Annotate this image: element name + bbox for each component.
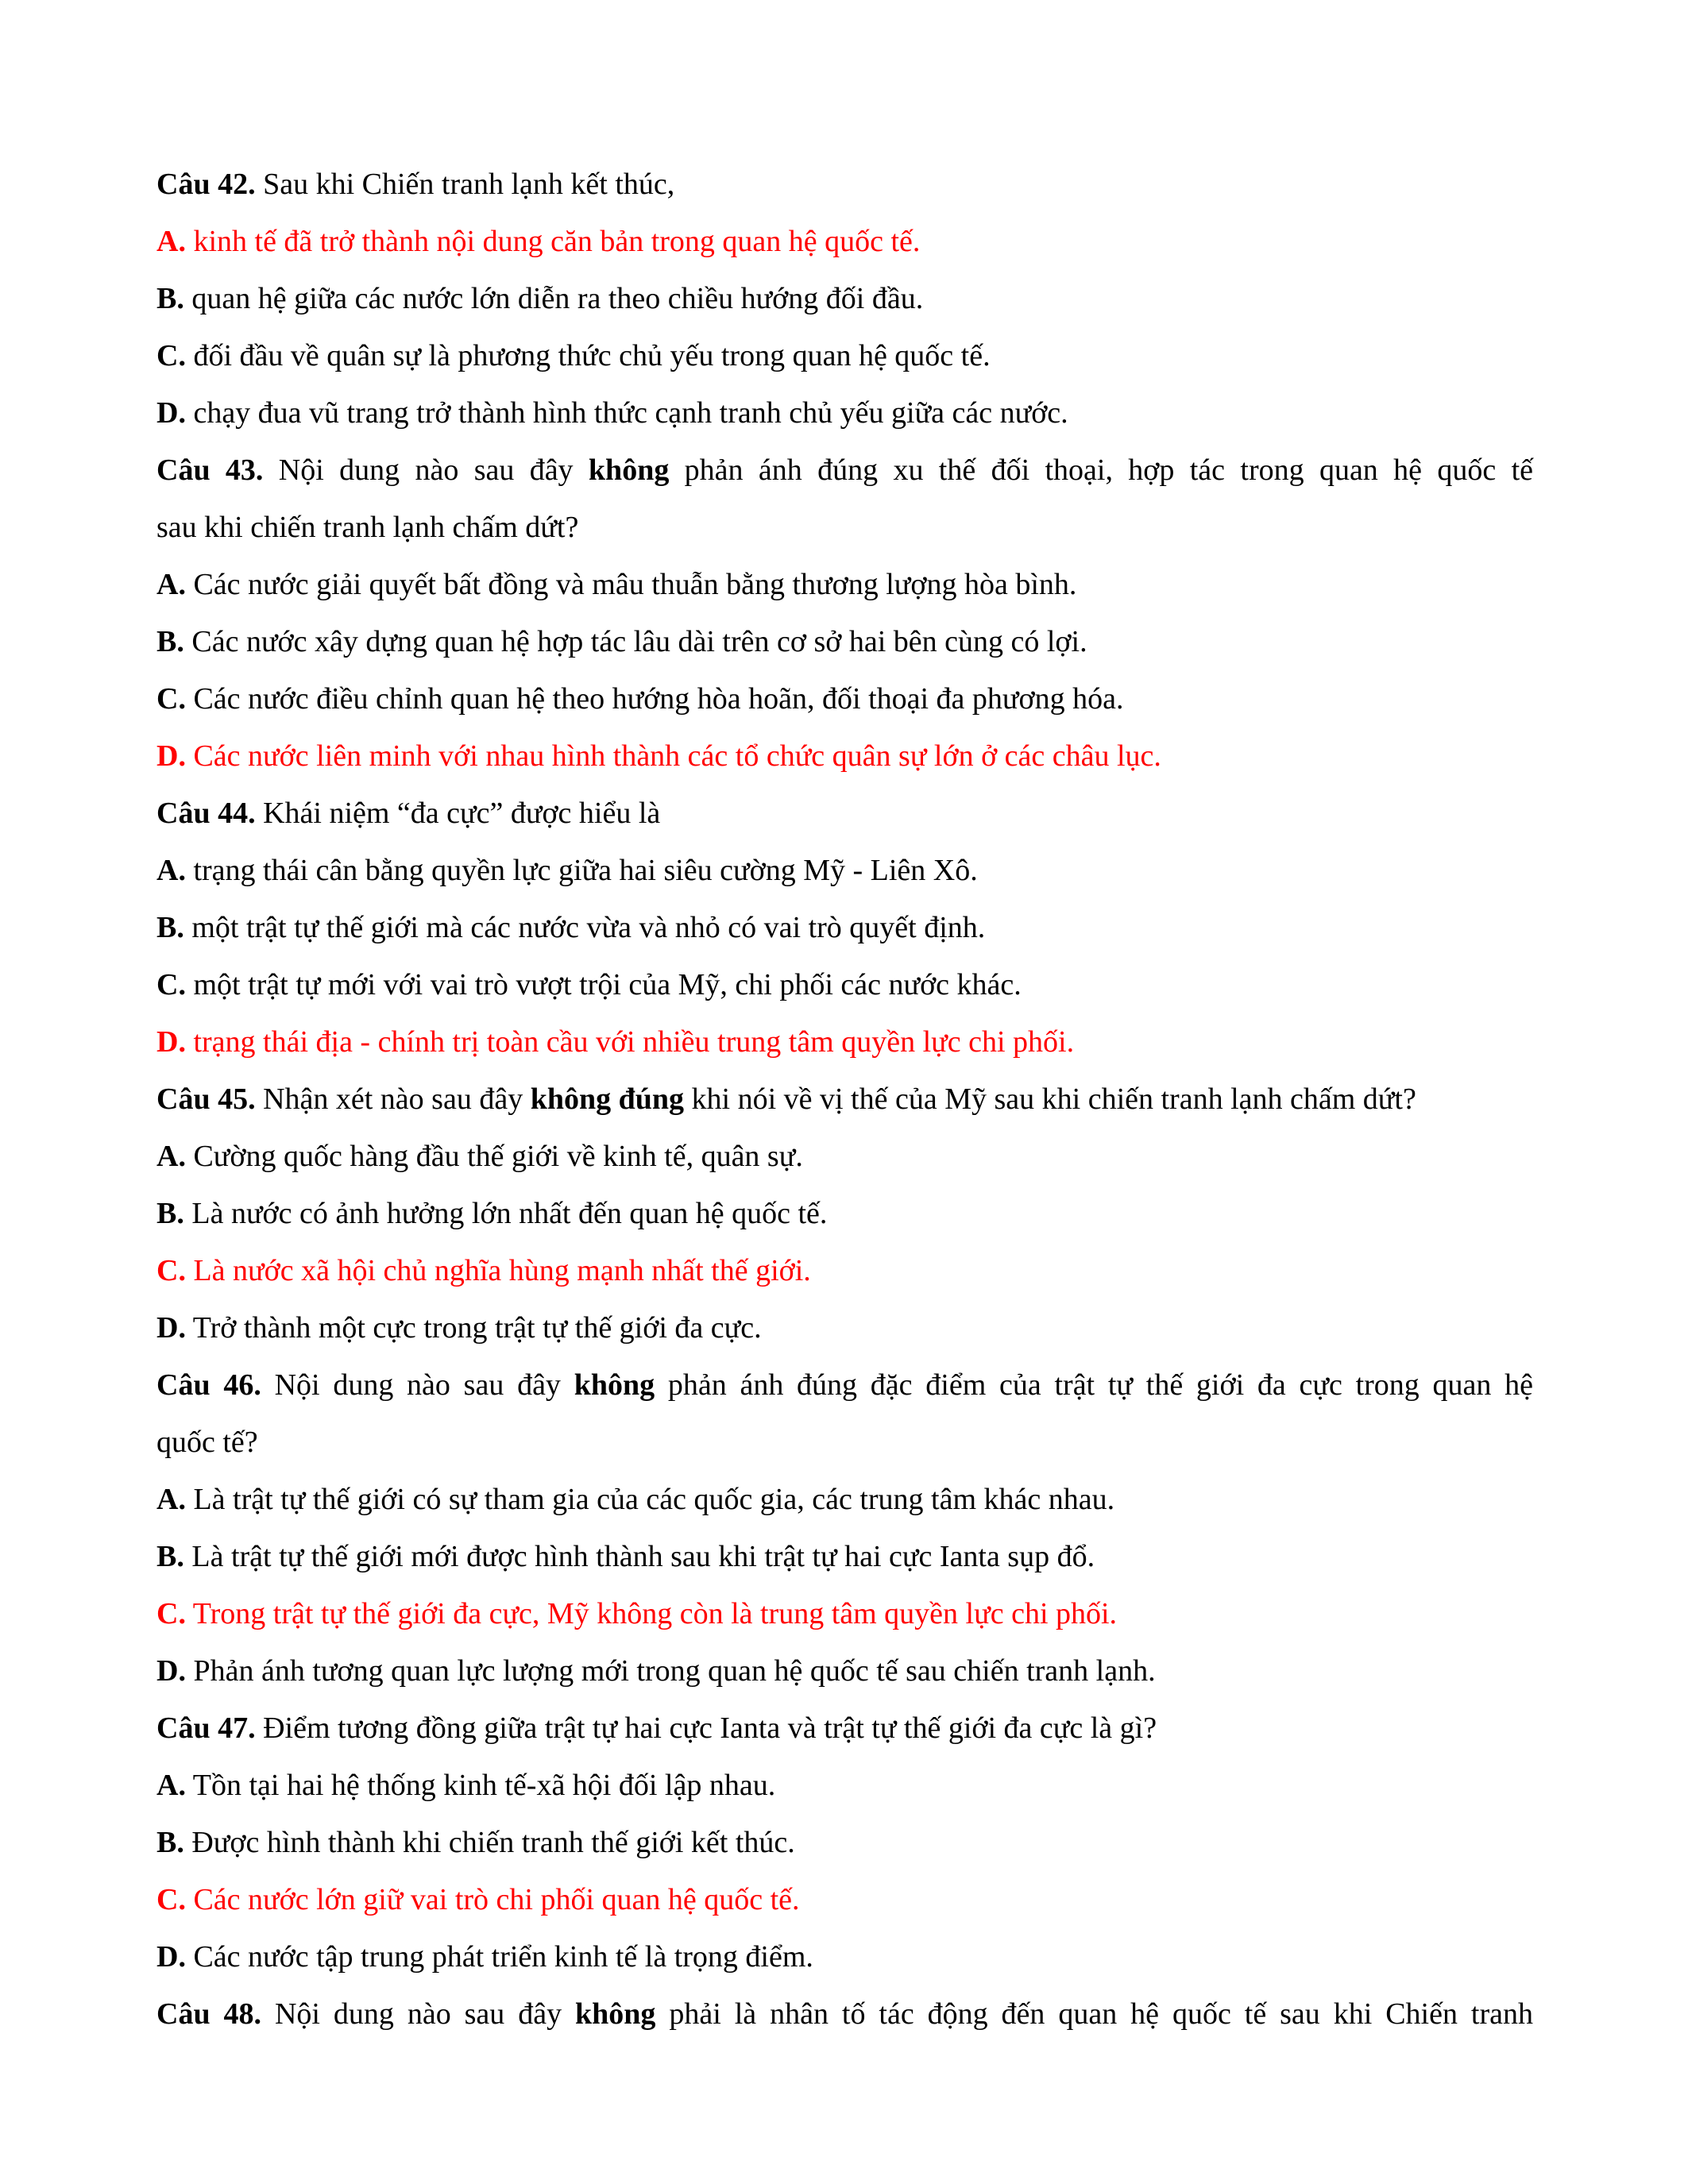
option-text: Các nước xây dựng quan hệ hợp tác lâu dài trên cơ sở hai bên cùng có lợi. xyxy=(183,625,1087,658)
answer-option-b xyxy=(156,899,1533,956)
option-text: trạng thái địa - chính trị toàn cầu với nhiều trung tâm quyền lực chi phối. xyxy=(185,1025,1075,1059)
option-letter: C. xyxy=(156,1883,186,1916)
question-45 xyxy=(156,1071,1533,1356)
option-letter: A. xyxy=(156,854,186,887)
stem-text: quốc tế? xyxy=(156,1426,258,1459)
question-label: Câu 47. xyxy=(156,1711,256,1745)
stem-text: Nội dung nào sau đây xyxy=(261,1368,574,1402)
answer-option-c xyxy=(156,1242,1533,1299)
option-letter: B. xyxy=(156,1540,184,1573)
option-letter: B. xyxy=(156,282,184,315)
question-46 xyxy=(156,1356,1533,1700)
option-text: Các nước liên minh với nhau hình thành các tổ chức quân sự lớn ở các châu lục. xyxy=(185,739,1161,773)
stem-text: Sau khi Chiến tranh lạnh kết thúc, xyxy=(255,168,675,201)
option-text: Là nước có ảnh hưởng lớn nhất đến quan hệ quốc tế. xyxy=(183,1197,828,1230)
stem-emphasis: không xyxy=(574,1368,655,1402)
stem-text: Nhận xét nào sau đây xyxy=(255,1082,531,1116)
option-letter: D. xyxy=(156,1940,186,1974)
answer-option-a xyxy=(156,842,1533,899)
answer-option-b xyxy=(156,1185,1533,1242)
answer-option-d xyxy=(156,1013,1533,1071)
option-text: đối đầu về quân sự là phương thức chủ yếu trong quan hệ quốc tế. xyxy=(185,339,991,372)
answer-option-a xyxy=(156,1128,1533,1185)
question-stem xyxy=(156,785,1533,842)
option-text: một trật tự thế giới mà các nước vừa và nhỏ có vai trò quyết định. xyxy=(183,911,986,944)
option-text: Trở thành một cực trong trật tự thế giới đa cực. xyxy=(185,1311,762,1345)
option-text: Các nước giải quyết bất đồng và mâu thuẫn bằng thương lượng hòa bình. xyxy=(185,568,1077,601)
question-label: Câu 48. xyxy=(156,1997,262,2031)
answer-option-c xyxy=(156,327,1533,384)
option-letter: A. xyxy=(156,225,186,258)
answer-option-c xyxy=(156,1585,1533,1642)
stem-text: Khái niệm “đa cực” được hiểu là xyxy=(255,797,661,830)
question-stem xyxy=(156,1071,1533,1128)
option-letter: A. xyxy=(156,1483,186,1516)
option-letter: C. xyxy=(156,968,186,1001)
option-letter: B. xyxy=(156,911,184,944)
option-letter: D. xyxy=(156,1311,186,1345)
question-stem xyxy=(156,1356,1533,1414)
option-letter: B. xyxy=(156,625,184,658)
option-letter: D. xyxy=(156,739,186,773)
question-42 xyxy=(156,156,1533,442)
answer-option-c xyxy=(156,956,1533,1013)
question-label: Câu 43. xyxy=(156,453,264,487)
option-text: trạng thái cân bằng quyền lực giữa hai siêu cường Mỹ - Liên Xô. xyxy=(185,854,978,887)
stem-emphasis: không xyxy=(575,1997,656,2031)
question-label: Câu 42. xyxy=(156,168,256,201)
option-text: Các nước lớn giữ vai trò chi phối quan hệ quốc tế. xyxy=(185,1883,800,1916)
option-text: Tồn tại hai hệ thống kinh tế-xã hội đối lập nhau. xyxy=(185,1769,776,1802)
option-text: Các nước tập trung phát triển kinh tế là trọng điểm. xyxy=(185,1940,813,1974)
option-letter: C. xyxy=(156,1597,186,1630)
stem-text: phản ánh đúng xu thế đối thoại, hợp tác trong quan hệ quốc tế xyxy=(669,453,1534,487)
option-letter: B. xyxy=(156,1197,184,1230)
question-44 xyxy=(156,785,1533,1071)
question-stem xyxy=(156,1985,1533,2043)
option-letter: D. xyxy=(156,1025,186,1059)
document-page xyxy=(156,156,1533,2043)
option-text: quan hệ giữa các nước lớn diễn ra theo chiều hướng đối đầu. xyxy=(183,282,924,315)
answer-option-c xyxy=(156,670,1533,727)
question-stem xyxy=(156,156,1533,213)
option-letter: C. xyxy=(156,339,186,372)
option-letter: C. xyxy=(156,1254,186,1287)
stem-text: khi nói về vị thế của Mỹ sau khi chiến tranh lạnh chấm dứt? xyxy=(684,1082,1416,1116)
answer-option-b xyxy=(156,270,1533,327)
option-letter: A. xyxy=(156,1140,186,1173)
answer-option-b xyxy=(156,1814,1533,1871)
answer-option-b xyxy=(156,613,1533,670)
question-stem-continuation xyxy=(156,1414,1533,1471)
option-text: kinh tế đã trở thành nội dung căn bản trong quan hệ quốc tế. xyxy=(185,225,921,258)
question-stem xyxy=(156,442,1533,499)
stem-text: sau khi chiến tranh lạnh chấm dứt? xyxy=(156,511,579,544)
option-text: một trật tự mới với vai trò vượt trội của Mỹ, chi phối các nước khác. xyxy=(185,968,1022,1001)
stem-text: Điểm tương đồng giữa trật tự hai cực Ianta và trật tự thế giới đa cực là gì? xyxy=(255,1711,1157,1745)
option-text: Cường quốc hàng đầu thế giới về kinh tế, quân sự. xyxy=(185,1140,803,1173)
option-letter: C. xyxy=(156,682,186,716)
answer-option-a xyxy=(156,556,1533,613)
option-text: Là trật tự thế giới mới được hình thành sau khi trật tự hai cực Ianta sụp đổ. xyxy=(183,1540,1095,1573)
stem-text: phản ánh đúng đặc điểm của trật tự thế giới đa cực trong quan hệ xyxy=(655,1368,1533,1402)
answer-option-d xyxy=(156,727,1533,785)
option-text: Là nước xã hội chủ nghĩa hùng mạnh nhất thế giới. xyxy=(185,1254,811,1287)
answer-option-a xyxy=(156,1471,1533,1528)
question-43 xyxy=(156,442,1533,785)
option-text: Các nước điều chỉnh quan hệ theo hướng hòa hoãn, đối thoại đa phương hóa. xyxy=(185,682,1124,716)
option-text: Được hình thành khi chiến tranh thế giới kết thúc. xyxy=(183,1826,795,1859)
answer-option-a xyxy=(156,1757,1533,1814)
question-label: Câu 46. xyxy=(156,1368,261,1402)
answer-option-c xyxy=(156,1871,1533,1928)
question-48 xyxy=(156,1985,1533,2043)
option-letter: B. xyxy=(156,1826,184,1859)
stem-text: Nội dung nào sau đây xyxy=(261,1997,576,2031)
answer-option-d xyxy=(156,384,1533,442)
question-stem-continuation xyxy=(156,499,1533,556)
question-label: Câu 44. xyxy=(156,797,256,830)
question-stem xyxy=(156,1700,1533,1757)
answer-option-b xyxy=(156,1528,1533,1585)
option-letter: A. xyxy=(156,568,186,601)
stem-emphasis: không đúng xyxy=(530,1082,685,1116)
question-label: Câu 45. xyxy=(156,1082,256,1116)
stem-text: Nội dung nào sau đây xyxy=(263,453,589,487)
option-text: Là trật tự thế giới có sự tham gia của các quốc gia, các trung tâm khác nhau. xyxy=(185,1483,1115,1516)
stem-text: phải là nhân tố tác động đến quan hệ quốc tế sau khi Chiến tranh xyxy=(655,1997,1533,2031)
option-text: chạy đua vũ trang trở thành hình thức cạnh tranh chủ yếu giữa các nước. xyxy=(185,396,1068,430)
answer-option-a xyxy=(156,213,1533,270)
option-letter: A. xyxy=(156,1769,186,1802)
answer-option-d xyxy=(156,1299,1533,1356)
answer-option-d xyxy=(156,1642,1533,1700)
option-text: Phản ánh tương quan lực lượng mới trong quan hệ quốc tế sau chiến tranh lạnh. xyxy=(185,1654,1156,1688)
option-letter: D. xyxy=(156,1654,186,1688)
question-47 xyxy=(156,1700,1533,1985)
option-letter: D. xyxy=(156,396,186,430)
option-text: Trong trật tự thế giới đa cực, Mỹ không còn là trung tâm quyền lực chi phối. xyxy=(185,1597,1118,1630)
stem-emphasis: không xyxy=(588,453,670,487)
answer-option-d xyxy=(156,1928,1533,1985)
